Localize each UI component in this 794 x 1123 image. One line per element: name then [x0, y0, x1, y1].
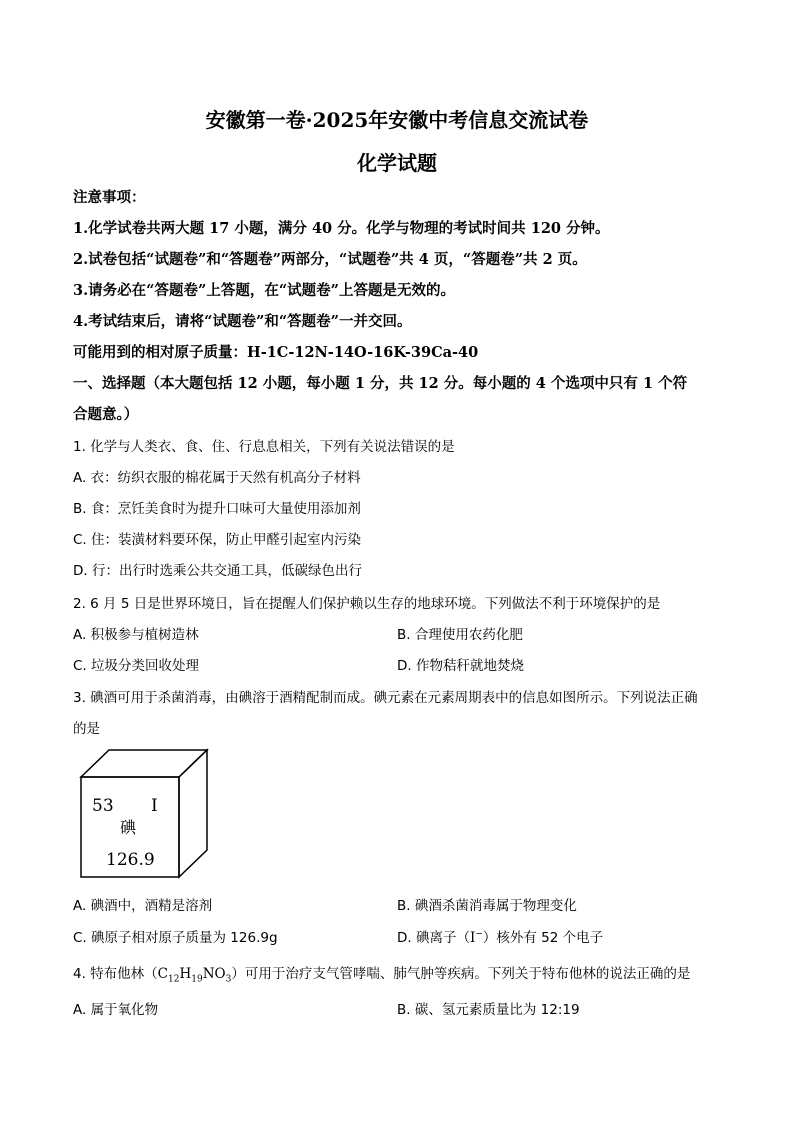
notice-item-2: 2.试卷包括“试题卷”和“答题卷”两部分，“试题卷”共 4 页，“答题卷”共 2 页。	[73, 251, 587, 268]
q3-option-c: C. 碘原子相对原子质量为 126.9g	[73, 930, 278, 946]
q2-option-b: B. 合理使用农药化肥	[397, 627, 523, 643]
chemical-formula: $C_{12}H_{19}NO_3$	[157, 966, 232, 985]
exam-title: 安徽第一卷·2025年安徽中考信息交流试卷	[205, 108, 589, 132]
iodine-element-cube	[78, 747, 212, 881]
q1-option-c: C. 住：装潢材料要环保，防止甲醛引起室内污染	[73, 532, 362, 548]
notice-item-4: 4.考试结束后，请将“试题卷”和“答题卷”一并交回。	[73, 313, 412, 330]
q3-option-d: D. 碘离子（I−）核外有 52 个电子	[397, 929, 604, 946]
atomic-mass-note: 可能用到的相对原子质量：H-1C-12N-14O-16K-39Ca-40	[73, 344, 479, 361]
q3-stem: 3. 碘酒可用于杀菌消毒，由碘溶于酒精配制而成。碘元素在元素周期表中的信息如图所示。下列说法正确	[73, 690, 698, 706]
section-heading-cont: 合题意。）	[73, 406, 139, 423]
atomic-number: 53	[92, 796, 114, 816]
q2-option-a: A. 积极参与植树造林	[73, 627, 199, 643]
q1-option-a: A. 衣：纺织衣服的棉花属于天然有机高分子材料	[73, 470, 361, 486]
q1-option-b: B. 食：烹饪美食时为提升口味可大量使用添加剂	[73, 501, 361, 517]
q2-stem: 2. 6 月 5 日是世界环境日，旨在提醒人们保护赖以生存的地球环境。下列做法不利于环境保护的是	[73, 596, 661, 612]
q1-stem: 1. 化学与人类衣、食、住、行息息相关，下列有关说法错误的是	[73, 439, 455, 455]
q2-option-d: D. 作物秸秆就地焚烧	[397, 658, 524, 674]
notice-item-3: 3.请务必在“答题卷”上答题，在“试题卷”上答题是无效的。	[73, 282, 455, 299]
notice-item-1: 1.化学试卷共两大题 17 小题，满分 40 分。化学与物理的考试时间共 120 分钟。	[73, 220, 610, 237]
notice-heading: 注意事项：	[73, 189, 146, 206]
q3-option-a: A. 碘酒中，酒精是溶剂	[73, 898, 213, 914]
q3-stem-cont: 的是	[73, 721, 100, 737]
q4-option-b: B. 碳、氢元素质量比为 12:19	[397, 1002, 580, 1018]
element-symbol: I	[151, 796, 158, 816]
q2-option-c: C. 垃圾分类回收处理	[73, 658, 200, 674]
section-heading: 一、选择题（本大题包括 12 小题，每小题 1 分，共 12 分。每小题的 4 个选项中只有 1 个符	[73, 375, 688, 392]
q3-option-b: B. 碘酒杀菌消毒属于物理变化	[397, 898, 577, 914]
q4-option-a: A. 属于氧化物	[73, 1002, 159, 1018]
q1-option-d: D. 行：出行时选乘公共交通工具，低碳绿色出行	[73, 563, 362, 579]
atomic-mass: 126.9	[106, 850, 155, 870]
element-name: 碘	[120, 818, 137, 837]
subject-title: 化学试题	[357, 151, 437, 175]
q4-stem: 4. 特布他林$(C_{12}H_{19}NO_3)$可用于治疗支气管哮喘、肺气肿等疾病。下列关于特布他林的说法正确的是	[73, 966, 691, 985]
